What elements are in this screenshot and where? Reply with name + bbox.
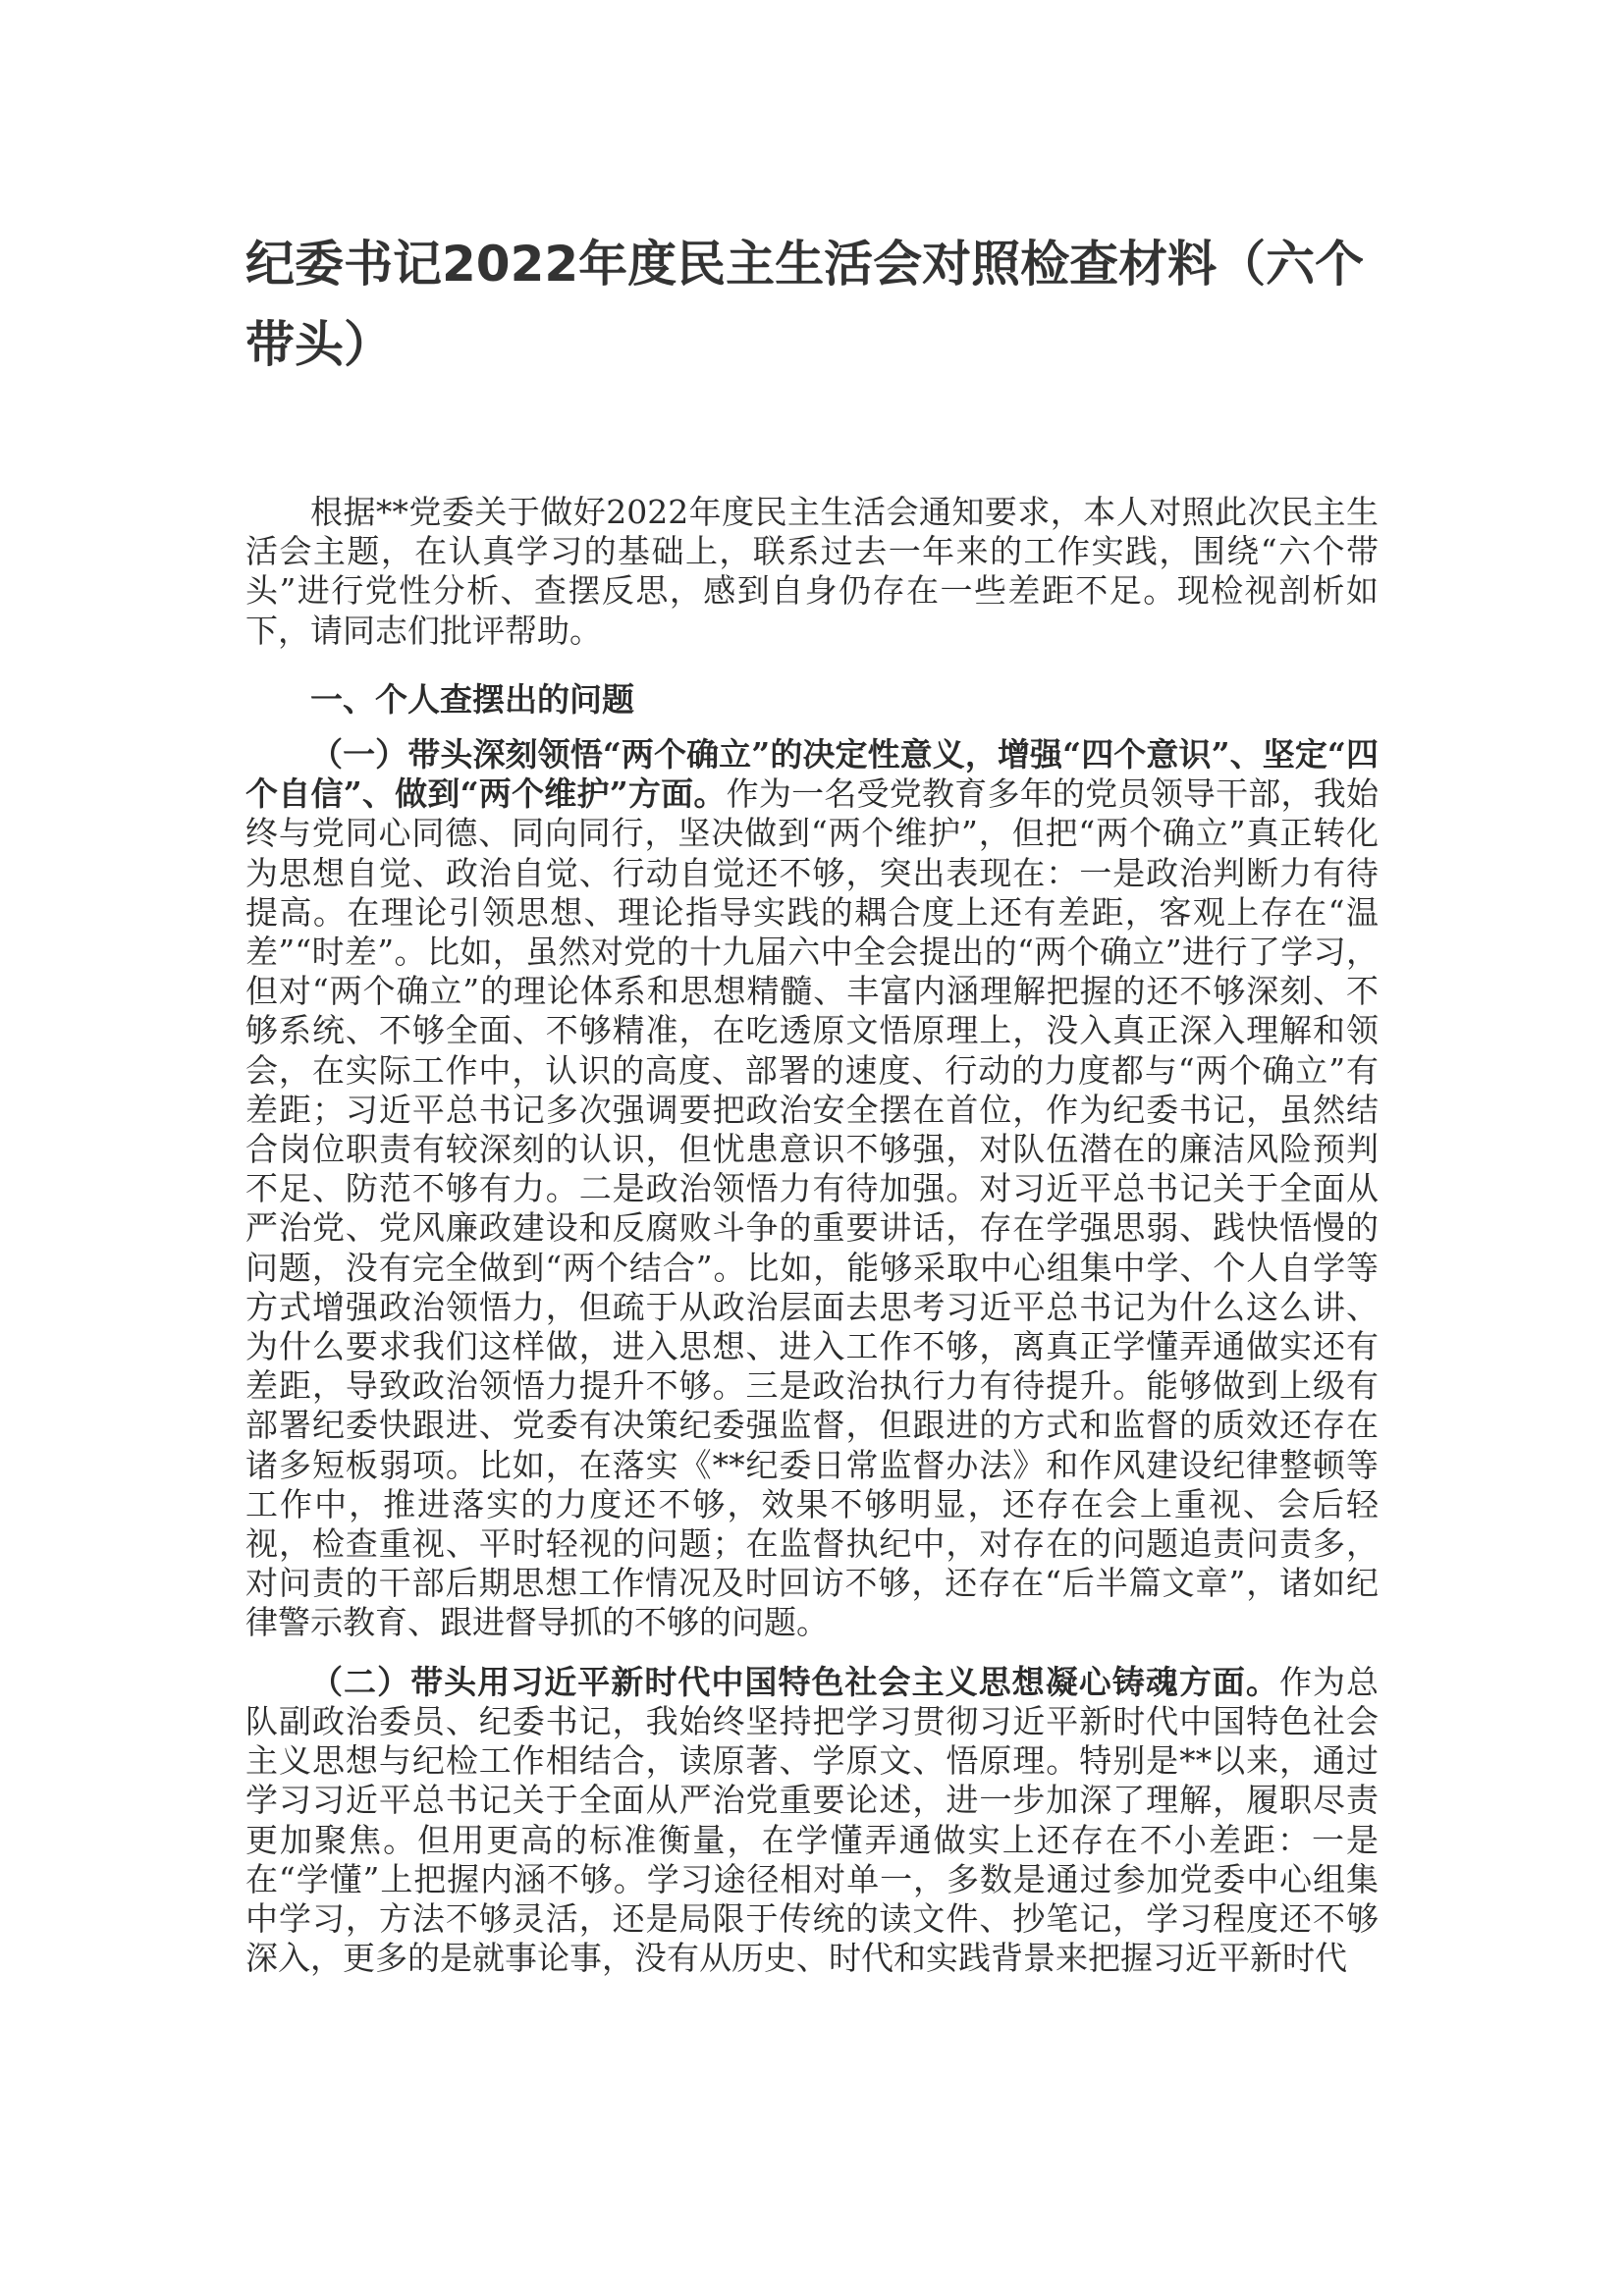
section-body: 作为一名受党教育多年的党员领导干部，我始终与党同心同德、同向同行，坚决做到“两个维护”，但把“两个确立”真正转化为思想自觉、政治自觉、行动自觉还不够，突出表现在：一是政治判断力有待提高。在理论引领思想、理论指导实践的耦合度上还有差距，客观上存在“温差”“时差”。比如，虽然对党的十九届六中全会提出的“两个确立”进行了学习，但对“两个确立”的理论体系和思想精髓、丰富内涵理解把握的还不够深刻、不够系统、不够全面、不够精准，在吃透原文悟原理上，没入真正深入理解和领会，在实际工作中，认识的高度、部署的速度、行动的力度都与“两个确立”有差距；习近平总书记多次强调要把政治安全摆在首位，作为纪委书记，虽然结合岗位职责有较深刻的认识，但忧患意识不够强，对队伍潜在的廉洁风险预判不足、防范不够有力。二是政治领悟力有待加强。对习近平总书记关于全面从严治党、党风廉政建设和反腐败斗争的重要讲话，存在学强思弱、践快悟慢的问题，没有完全做到“两个结合”。比如，能够采取中心组集中学、个人自学等方式增强政治领悟力，但疏于从政治层面去思考习近平总书记为什么这么讲、为什么要求我们这样做，进入思想、进入工作不够，离真正学懂弄通做实还有差距，导致政治领悟力提升不够。三是政治执行力有待提升。能够做到上级有部署纪委快跟进、党委有决策纪委强监督，但跟进的方式和监督的质效还存在诸多短板弱项。比如，在落实《**纪委日常监督办法》和作风建设纪律整顿等工作中，推进落实的力度还不够，效果不够明显，还存在会上重视、会后轻视，检查重视、平时轻视的问题；在监督执纪中，对存在的问题追责问责多，对问责的干部后期思想工作情况及时回访不够，还存在“后半篇文章”，诸如纪律警示教育、跟进督导抓的不够的问题。 — [245, 774, 1379, 1642]
document-body — [245, 493, 1379, 1998]
section-paragraph-1 — [245, 735, 1379, 1643]
intro-paragraph: 根据**党委关于做好2022年度民主生活会通知要求，本人对照此次民主生活会主题，在认真学习的基础上，联系过去一年来的工作实践，围绕“六个带头”进行党性分析、查摆反思，感到自身仍存在一些差距不足。现检视剖析如下，请同志们批评帮助。 — [245, 493, 1379, 650]
section-heading: 一、个人查摆出的问题 — [310, 679, 634, 719]
section-lead: （一）带头深刻领悟“两个确立”的决定性意义，增强“四个意识”、坚定“四个自信”、做到“两个维护”方面。 — [245, 735, 1379, 814]
section-lead: （二）带头用习近平新时代中国特色社会主义思想凝心铸魂方面。 — [310, 1662, 1279, 1701]
document-title: 纪委书记2022年度民主生活会对照检查材料（六个带头） — [245, 236, 1365, 373]
section-body: 作为总队副政治委员、纪委书记，我始终坚持把学习贯彻习近平新时代中国特色社会主义思想与纪检工作相结合，读原著、学原文、悟原理。特别是**以来，通过学习习近平总书记关于全面从严治党重要论述，进一步加深了理解，履职尽责更加聚焦。但用更高的标准衡量，在学懂弄通做实上还存在不小差距：一是在“学懂”上把握内涵不够。学习途径相对单一，多数是通过参加党委中心组集中学习，方法不够灵活，还是局限于传统的读文件、抄笔记，学习程度还不够深入，更多的是就事论事，没有从历史、时代和实践背景来把握习近平新时代 — [245, 1662, 1380, 1978]
section-paragraph-2 — [245, 1663, 1379, 1979]
